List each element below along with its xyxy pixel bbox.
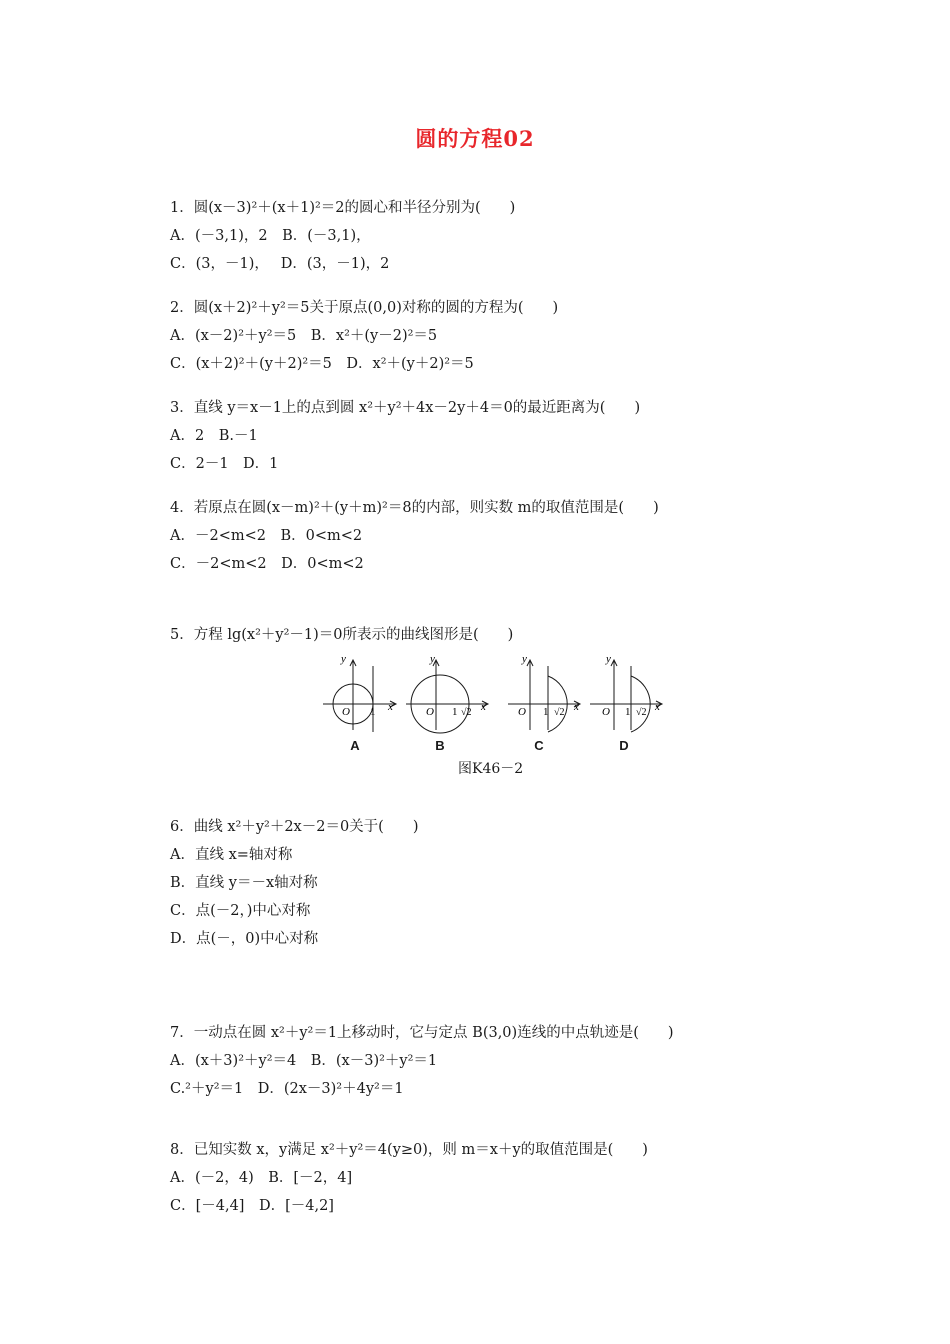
tick-label: 1 [370, 706, 376, 718]
question-7 [170, 1019, 674, 1103]
question-stem: 7．一动点在圆 x²＋y²＝1上移动时，它与定点 B(3,0)连线的中点轨迹是( ) [170, 1025, 674, 1041]
x-axis-label: x [481, 701, 486, 713]
answer-option: B．直线 y＝－x轴对称 [170, 875, 318, 891]
origin-label: O [518, 706, 526, 718]
answer-option: C．点(－2，)中心对称 [170, 903, 311, 919]
question-stem: 8．已知实数 x，y满足 x²＋y²＝4(y≥0)，则 m＝x＋y的取值范围是( ) [170, 1142, 648, 1158]
answer-options: C.²＋y²＝1 D．(2x－3)²＋4y²＝1 [170, 1081, 404, 1097]
answer-options: A．(x＋3)²＋y²＝4 B．(x－3)²＋y²＝1 [170, 1053, 438, 1069]
question-3 [170, 394, 640, 478]
question-6 [170, 813, 419, 953]
y-axis-label: y [341, 653, 346, 665]
tick-label: √2 [554, 707, 565, 718]
answer-option: D．点(－，0)中心对称 [170, 931, 319, 947]
answer-options: C．(x＋2)²＋(y＋2)²＝5 D．x²＋(y＋2)²＝5 [170, 356, 474, 372]
answer-options: A．(－2，4) B．[－2，4] [170, 1170, 353, 1186]
figure-caption: 图K46－2 [458, 761, 524, 777]
tick-label: 1 [452, 706, 458, 718]
origin-label: O [602, 706, 610, 718]
question-stem: 5．方程 lg(x²＋y²－1)＝0所表示的曲线图形是( ) [170, 627, 514, 643]
answer-option: A．直线 x=轴对称 [170, 847, 293, 863]
y-axis-label: y [522, 653, 527, 665]
question-5 [170, 621, 513, 649]
answer-options: A．(－3,1)，2 B．(－3,1)， [170, 228, 371, 244]
tick-label: 1 [543, 706, 549, 718]
tick-label: √2 [636, 707, 647, 718]
answer-options: C．－2<m<2 D．0<m<2 [170, 556, 364, 572]
answer-options: A．2 B.－1 [170, 428, 258, 444]
figure-label-b: B [435, 738, 445, 753]
x-axis-label: x [655, 701, 660, 713]
question-stem: 4．若原点在圆(x－m)²＋(y＋m)²＝8的内部，则实数 m的取值范围是( ) [170, 500, 659, 516]
question-stem: 6．曲线 x²＋y²＋2x－2＝0关于( ) [170, 819, 419, 835]
tick-label: √2 [461, 707, 472, 718]
answer-options: C．[－4,4] D．[－4,2] [170, 1198, 334, 1214]
figure-label-a: A [350, 738, 360, 753]
figure-label-d: D [619, 738, 629, 753]
x-axis-label: x [574, 701, 579, 713]
x-axis-label: x [388, 701, 393, 713]
y-axis-label: y [606, 653, 611, 665]
answer-options: A．－2<m<2 B．0<m<2 [170, 528, 363, 544]
origin-label: O [342, 706, 350, 718]
question-4 [170, 494, 659, 578]
answer-options: A．(x－2)²＋y²＝5 B．x²＋(y－2)²＝5 [170, 328, 438, 344]
curve-figure [318, 648, 668, 778]
figure-label-c: C [534, 738, 544, 753]
question-stem: 2．圆(x＋2)²＋y²＝5关于原点(0,0)对称的圆的方程为( ) [170, 300, 559, 316]
page-title: 圆的方程02 [415, 126, 535, 151]
tick-label: 1 [625, 706, 631, 718]
question-1 [170, 194, 515, 278]
y-axis-label: y [430, 653, 435, 665]
origin-label: O [426, 706, 434, 718]
question-stem: 1．圆(x－3)²＋(x＋1)²＝2的圆心和半径分别为( ) [170, 200, 516, 216]
answer-options: C．2－1 D．1 [170, 456, 279, 472]
answer-options: C．(3，－1)， D．(3，－1)，2 [170, 256, 390, 272]
question-8 [170, 1136, 648, 1220]
question-stem: 3．直线 y＝x－1上的点到圆 x²＋y²＋4x－2y＋4＝0的最近距离为( ) [170, 400, 641, 416]
question-2 [170, 294, 558, 378]
